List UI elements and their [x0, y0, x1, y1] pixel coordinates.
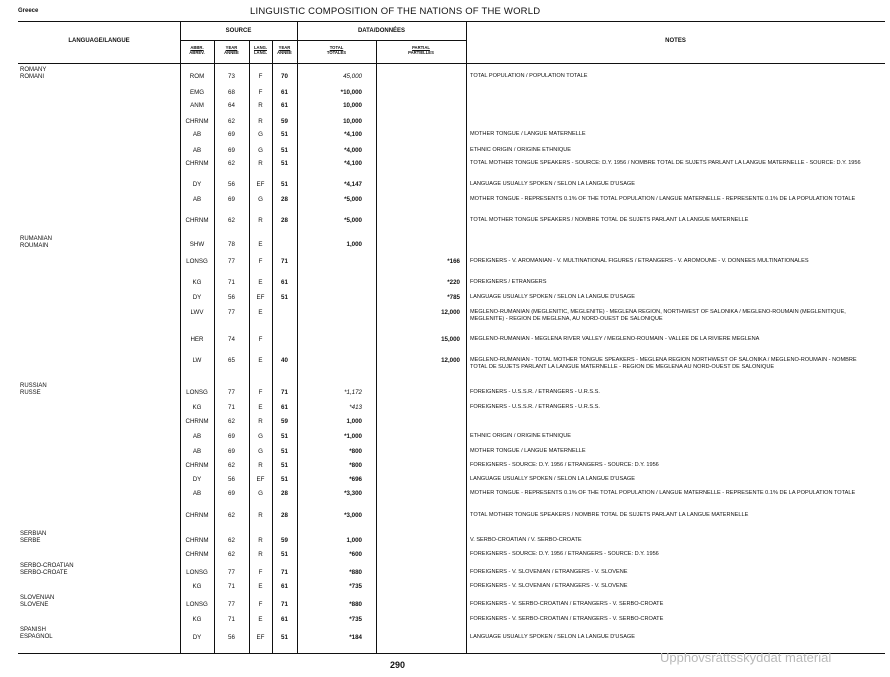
cell-dyear: 51	[281, 433, 288, 440]
language-rumanian	[20, 236, 52, 250]
header-bottom-rule	[18, 63, 885, 64]
language-name: RUMANIAN	[20, 236, 53, 242]
cell-abbr: LONSG	[186, 389, 208, 396]
cell-abbr: AB	[192, 490, 202, 497]
cell-lang: G	[258, 196, 263, 203]
cell-dyear: 61	[281, 102, 288, 109]
cell-year: 65	[228, 357, 235, 364]
table-top-rule	[18, 21, 885, 22]
cell-lang: G	[258, 147, 263, 154]
cell-note: MOTHER TONGUE - REPRESENTS 0.1% OF THE TOTAL POPULATION / LANGUE MATERNELLE - REPRESENTE 0.1% DE LA POPULATION TOTALE	[470, 196, 856, 202]
subheader-abbr	[180, 45, 214, 55]
page-title: LINGUISTIC COMPOSITION OF THE NATIONS OF THE WORLD	[250, 6, 541, 17]
cell-total: *5,000	[344, 217, 362, 224]
cell-total: *880	[349, 601, 362, 608]
cell-lang: EF	[256, 634, 265, 641]
cell-year: 56	[228, 181, 235, 188]
cell-lang: R	[258, 418, 263, 425]
cell-lang: E	[258, 616, 263, 623]
cell-lang: F	[258, 569, 263, 576]
cell-lang: F	[258, 258, 263, 265]
cell-total: *735	[349, 616, 362, 623]
cell-abbr: LONSG	[186, 601, 208, 608]
cell-year: 74	[228, 336, 235, 343]
cell-note: ETHNIC ORIGIN / ORIGINE ETHNIQUE	[470, 433, 572, 439]
cell-dyear: 28	[281, 512, 288, 519]
cell-lang: G	[258, 433, 263, 440]
cell-total: *800	[349, 448, 362, 455]
cell-note: MEGLENO-RUMANIAN - TOTAL MOTHER TONGUE SPEAKERS - MEGLENA REGION NORTHWEST OF SALONIKA / MEGLENO-ROUMAIN - NOMBRE TOTAL DE SUJETS PARLANT LA LANGUE MATERNELLE - REGION DE MEGLENA AU NORD-OUEST DE SALONIQUE	[470, 357, 857, 370]
subheader-lang-en: LANG.	[253, 45, 268, 50]
cell-abbr: CHRNM	[185, 118, 209, 125]
subheader-partial-en: PARTIAL	[412, 45, 430, 50]
cell-total: 1,000	[346, 418, 362, 425]
cell-abbr: CHRNM	[185, 462, 209, 469]
cell-year: 69	[228, 490, 235, 497]
cell-total: *1,172	[344, 389, 362, 396]
cell-year: 69	[228, 433, 235, 440]
header-data: DATA/DONNÉES	[357, 28, 406, 34]
cell-lang: F	[258, 601, 263, 608]
cell-year: 62	[228, 160, 235, 167]
cell-year: 77	[228, 258, 235, 265]
subheader-data-year-fr: ANNÉE	[277, 50, 292, 55]
cell-year: 77	[228, 601, 235, 608]
cell-note: TOTAL MOTHER TONGUE SPEAKERS - SOURCE: D.Y. 1956 / NOMBRE TOTAL DE SUJETS PARLANT LA LANGUE MATERNELLE - SOURCE: D.Y. 1956	[470, 160, 861, 166]
cell-dyear: 40	[281, 357, 288, 364]
cell-abbr: CHRNM	[185, 551, 209, 558]
cell-year: 71	[228, 583, 235, 590]
cell-abbr: CHRNM	[185, 217, 209, 224]
cell-total: *1,000	[344, 433, 362, 440]
language-romany	[20, 67, 46, 81]
cell-year: 71	[228, 279, 235, 286]
cell-total: *4,147	[344, 181, 362, 188]
language-name: SPANISH	[20, 627, 46, 633]
cell-abbr: LONSG	[186, 569, 208, 576]
cell-year: 62	[228, 217, 235, 224]
cell-total: *10,000	[340, 89, 362, 96]
cell-lang: R	[258, 102, 263, 109]
cell-lang: R	[258, 512, 263, 519]
cell-note: FOREIGNERS - SOURCE: D.Y. 1956 / ETRANGERS - SOURCE: D.Y. 1956	[470, 462, 659, 468]
cell-partial: 12,000	[441, 309, 460, 316]
cell-abbr: DY	[192, 294, 202, 301]
cell-lang: E	[258, 241, 263, 248]
cell-dyear: 51	[281, 448, 288, 455]
cell-dyear: 28	[281, 196, 288, 203]
subheader-data-year	[272, 45, 297, 55]
cell-lang: F	[258, 73, 263, 80]
subheader-year-fr: ANNÉE	[224, 50, 239, 55]
cell-total: *696	[349, 476, 362, 483]
cell-abbr: LW	[192, 357, 202, 364]
cell-abbr: DY	[192, 476, 202, 483]
cell-year: 56	[228, 294, 235, 301]
cell-year: 62	[228, 418, 235, 425]
language-name: SERBO-CROATIAN	[20, 563, 74, 569]
cell-dyear: 51	[281, 476, 288, 483]
cell-year: 62	[228, 537, 235, 544]
subheader-data-year-en: YEAR	[278, 45, 291, 50]
cell-total: 1,000	[346, 537, 362, 544]
cell-lang: E	[258, 583, 263, 590]
subheader-abbr-en: ABBR.	[190, 45, 204, 50]
cell-lang: G	[258, 490, 263, 497]
cell-total: 1,000	[346, 241, 362, 248]
cell-dyear: 51	[281, 551, 288, 558]
cell-dyear: 51	[281, 181, 288, 188]
cell-dyear: 51	[281, 131, 288, 138]
language-name: RUSSIAN	[20, 383, 47, 389]
cell-abbr: AB	[192, 196, 202, 203]
cell-abbr: CHRNM	[185, 537, 209, 544]
language-russian	[20, 383, 47, 397]
country-label: Greece	[18, 8, 39, 14]
cell-total: 10,000	[343, 118, 362, 125]
cell-abbr: HER	[190, 336, 204, 343]
watermark: Upphovsrättsskyddat material	[660, 650, 832, 665]
source-subrule	[180, 40, 467, 41]
cell-dyear: 59	[281, 118, 288, 125]
cell-dyear: 28	[281, 490, 288, 497]
cell-total: *735	[349, 583, 362, 590]
language-name: SLOVENIAN	[20, 595, 55, 601]
language-name: ROMANY	[20, 67, 47, 73]
cell-abbr: KG	[192, 404, 202, 411]
cell-lang: R	[258, 217, 263, 224]
language-spanish	[20, 627, 53, 641]
cell-abbr: AB	[192, 433, 202, 440]
cell-total: *4,000	[344, 147, 362, 154]
header-notes: NOTES	[665, 38, 686, 44]
cell-year: 62	[228, 551, 235, 558]
cell-abbr: DY	[192, 181, 202, 188]
cell-abbr: AB	[192, 147, 202, 154]
cell-note: MEGLENO-RUMANIAN - MEGLENA RIVER VALLEY / MEGLENO-ROUMAIN - VALLEE DE LA RIVIERE MEGLENA	[470, 336, 760, 342]
cell-abbr: KG	[192, 279, 202, 286]
col-divider-data	[466, 21, 467, 654]
cell-note: FOREIGNERS - V. SLOVENIAN / ETRANGERS - V. SLOVENE	[470, 569, 628, 575]
cell-note: MOTHER TONGUE / LANGUE MATERNELLE	[470, 131, 586, 137]
cell-total: *880	[349, 569, 362, 576]
cell-year: 62	[228, 512, 235, 519]
page-number: 290	[390, 660, 406, 670]
header-source: SOURCE	[225, 28, 252, 34]
cell-dyear: 71	[281, 601, 288, 608]
cell-note: TOTAL MOTHER TONGUE SPEAKERS / NOMBRE TOTAL DE SUJETS PARLANT LA LANGUE MATERNELLE	[470, 217, 749, 223]
cell-abbr: AB	[192, 448, 202, 455]
cell-abbr: AB	[192, 131, 202, 138]
cell-year: 71	[228, 404, 235, 411]
cell-total: 45,000	[343, 73, 362, 80]
cell-total: *600	[349, 551, 362, 558]
cell-abbr: KG	[192, 583, 202, 590]
cell-year: 77	[228, 569, 235, 576]
cell-lang: EF	[256, 294, 265, 301]
cell-total: *3,000	[344, 512, 362, 519]
subheader-lang-fr: LANG.	[253, 50, 268, 55]
cell-lang: EF	[256, 181, 265, 188]
cell-dyear: 51	[281, 147, 288, 154]
cell-partial: 12,000	[441, 357, 460, 364]
cell-note: LANGUAGE USUALLY SPOKEN / SELON LA LANGUE D'USAGE	[470, 634, 636, 640]
cell-partial: *785	[447, 294, 460, 301]
cell-dyear: 59	[281, 537, 288, 544]
cell-note: LANGUAGE USUALLY SPOKEN / SELON LA LANGUE D'USAGE	[470, 476, 636, 482]
cell-year: 77	[228, 389, 235, 396]
cell-year: 62	[228, 462, 235, 469]
cell-year: 69	[228, 196, 235, 203]
cell-lang: R	[258, 160, 263, 167]
cell-lang: R	[258, 537, 263, 544]
subheader-total-fr: TOTALES	[326, 50, 347, 55]
cell-dyear: 59	[281, 418, 288, 425]
cell-note: MEGLENO-RUMANIAN (MEGLENITIC, MEGLENITE) - MEGLENA REGION, NORTHWEST OF SALONIKA / MEGLENO-ROUMAIN (MEGLENITIQUE, MEGLENITE) - REGION DE MEGLENA, AU NORD-OUEST DE SALONIQUE	[470, 309, 846, 322]
cell-total: *3,300	[344, 490, 362, 497]
language-name-fr: ESPAGNOL	[20, 634, 53, 640]
cell-partial: 15,000	[441, 336, 460, 343]
cell-note: FOREIGNERS - SOURCE: D.Y. 1956 / ETRANGERS - SOURCE: D.Y. 1956	[470, 551, 659, 557]
cell-note: TOTAL POPULATION / POPULATION TOTALE	[470, 73, 588, 79]
cell-abbr: SHW	[189, 241, 205, 248]
cell-partial: *166	[447, 258, 460, 265]
cell-partial: *220	[447, 279, 460, 286]
cell-dyear: 61	[281, 89, 288, 96]
cell-note: LANGUAGE USUALLY SPOKEN / SELON LA LANGUE D'USAGE	[470, 294, 636, 300]
cell-dyear: 61	[281, 404, 288, 411]
subheader-abbr-fr: ABRÉV.	[189, 50, 205, 55]
cell-lang: F	[258, 389, 263, 396]
language-name-fr: SERBO-CROATE	[20, 570, 68, 576]
cell-year: 69	[228, 131, 235, 138]
cell-dyear: 51	[281, 462, 288, 469]
cell-year: 71	[228, 616, 235, 623]
cell-dyear: 71	[281, 389, 288, 396]
cell-note: FOREIGNERS - U.S.S.R. / ETRANGERS - U.R.S.S.	[470, 389, 600, 395]
cell-abbr: LWV	[190, 309, 204, 316]
language-slovenian	[20, 595, 54, 609]
cell-year: 62	[228, 118, 235, 125]
cell-note: ETHNIC ORIGIN / ORIGINE ETHNIQUE	[470, 147, 572, 153]
cell-lang: G	[258, 131, 263, 138]
cell-note: FOREIGNERS - V. SLOVENIAN / ETRANGERS - V. SLOVENE	[470, 583, 628, 589]
cell-year: 64	[228, 102, 235, 109]
cell-total: 10,000	[343, 102, 362, 109]
cell-dyear: 51	[281, 294, 288, 301]
cell-total: *413	[349, 404, 362, 411]
subheader-total	[297, 45, 376, 55]
cell-lang: R	[258, 551, 263, 558]
cell-lang: E	[258, 404, 263, 411]
cell-note: MOTHER TONGUE / LANGUE MATERNELLE	[470, 448, 586, 454]
language-name-fr: SERBE	[20, 538, 41, 544]
cell-abbr: KG	[192, 616, 202, 623]
language-serbian	[20, 531, 46, 545]
cell-dyear: 70	[281, 73, 288, 80]
subheader-partial	[376, 45, 466, 55]
cell-year: 56	[228, 634, 235, 641]
cell-note: LANGUAGE USUALLY SPOKEN / SELON LA LANGUE D'USAGE	[470, 181, 636, 187]
cell-year: 68	[228, 89, 235, 96]
cell-year: 77	[228, 309, 235, 316]
cell-lang: E	[258, 357, 263, 364]
cell-year: 78	[228, 241, 235, 248]
subheader-lang	[249, 45, 272, 55]
cell-lang: R	[258, 462, 263, 469]
language-serbo-croatian	[20, 563, 74, 577]
cell-abbr: DY	[192, 634, 202, 641]
cell-abbr: ANM	[190, 102, 204, 109]
cell-total: *184	[349, 634, 362, 641]
cell-total: *4,100	[344, 131, 362, 138]
cell-note: FOREIGNERS - V. SERBO-CROATIAN / ETRANGERS - V. SERBO-CROATE	[470, 601, 664, 607]
col-divider-total	[376, 40, 377, 654]
cell-abbr: EMG	[189, 89, 205, 96]
cell-total: *800	[349, 462, 362, 469]
cell-abbr: CHRNM	[185, 160, 209, 167]
cell-lang: R	[258, 118, 263, 125]
cell-year: 73	[228, 73, 235, 80]
language-name-fr: RUSSE	[20, 390, 41, 396]
cell-year: 56	[228, 476, 235, 483]
cell-total: *4,100	[344, 160, 362, 167]
cell-dyear: 51	[281, 634, 288, 641]
language-name-fr: ROUMAIN	[20, 243, 49, 249]
subheader-year-en: YEAR	[225, 45, 238, 50]
cell-abbr: CHRNM	[185, 512, 209, 519]
subheader-year	[214, 45, 249, 55]
cell-year: 69	[228, 147, 235, 154]
cell-abbr: LONSG	[186, 258, 208, 265]
col-divider-source	[297, 21, 298, 654]
cell-lang: EF	[256, 476, 265, 483]
cell-note: V. SERBO-CROATIAN / V. SERBO-CROATE	[470, 537, 582, 543]
subheader-partial-fr: PARTIELLES	[408, 50, 434, 55]
header-language: LANGUAGE/LANGUE	[68, 38, 130, 44]
cell-year: 69	[228, 448, 235, 455]
cell-lang: F	[258, 336, 263, 343]
cell-note: TOTAL MOTHER TONGUE SPEAKERS / NOMBRE TOTAL DE SUJETS PARLANT LA LANGUE MATERNELLE	[470, 512, 749, 518]
cell-lang: E	[258, 279, 263, 286]
language-name-fr: SLOVENE	[20, 602, 49, 608]
cell-lang: E	[258, 309, 263, 316]
cell-dyear: 28	[281, 217, 288, 224]
cell-note: FOREIGNERS / ETRANGERS	[470, 279, 547, 285]
cell-dyear: 71	[281, 258, 288, 265]
cell-dyear: 51	[281, 160, 288, 167]
cell-note: FOREIGNERS - V. AROMANIAN - V. MULTINATIONAL FIGURES / ETRANGERS - V. AROMOUNE - V. DONNEES MULTINATIONALES	[470, 258, 809, 264]
language-name: SERBIAN	[20, 531, 47, 537]
cell-note: FOREIGNERS - V. SERBO-CROATIAN / ETRANGERS - V. SERBO-CROATE	[470, 616, 664, 622]
cell-dyear: 61	[281, 616, 288, 623]
cell-note: MOTHER TONGUE - REPRESENTS 0.1% OF THE TOTAL POPULATION / LANGUE MATERNELLE - REPRESENTE 0.1% DE LA POPULATION TOTALE	[470, 490, 856, 496]
cell-lang: F	[258, 89, 263, 96]
cell-dyear: 71	[281, 569, 288, 576]
subheader-total-en: TOTAL	[329, 45, 344, 50]
cell-dyear: 61	[281, 583, 288, 590]
cell-abbr: CHRNM	[185, 418, 209, 425]
cell-abbr: ROM	[189, 73, 205, 80]
cell-lang: G	[258, 448, 263, 455]
cell-dyear: 61	[281, 279, 288, 286]
cell-note: FOREIGNERS - U.S.S.R. / ETRANGERS - U.R.S.S.	[470, 404, 600, 410]
cell-total: *5,000	[344, 196, 362, 203]
language-name-fr: ROMANI	[20, 74, 44, 80]
